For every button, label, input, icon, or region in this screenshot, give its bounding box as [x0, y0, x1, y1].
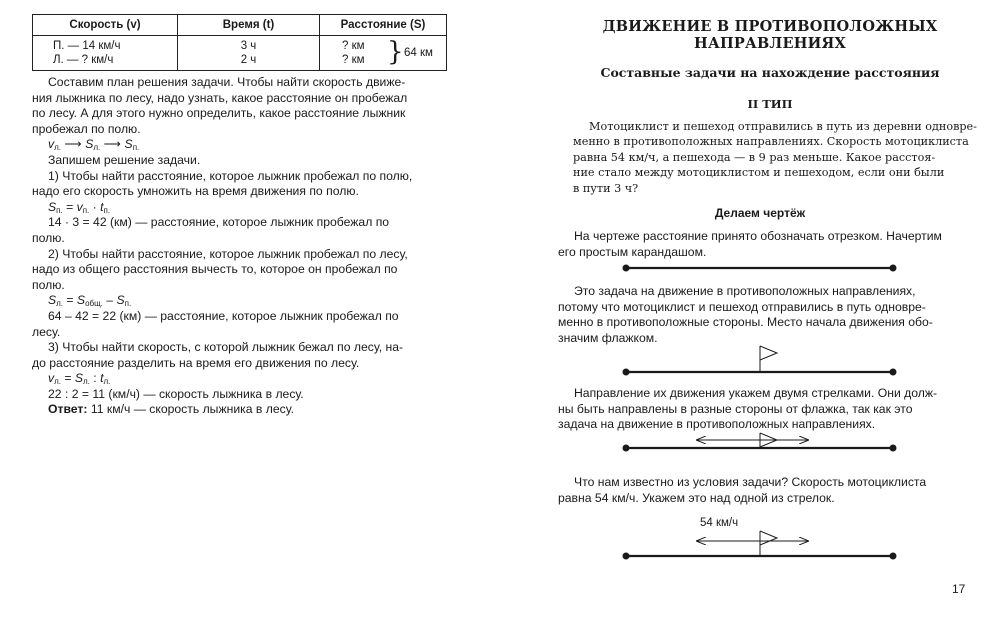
flag-icon — [760, 346, 777, 372]
text-line: Запишем решение задачи. — [48, 152, 201, 167]
segment-diagram-2 — [623, 346, 897, 376]
paragraph-3: Направление их движения укажем двумя стрелками. Они долж- ны быть направлены в разные стороны от флажка, так как это задача на движение в противоположных направлениях. — [558, 386, 938, 432]
speed-skier: Л. — ? км/ч — [53, 54, 114, 66]
text-line: лесу. — [32, 324, 61, 339]
dist-forest: ? км — [342, 54, 365, 66]
text-line: 64 – 42 = 22 (км) — расстояние, которое лыжник пробежал по — [48, 308, 399, 323]
brace-icon: } — [387, 37, 404, 67]
section-subtitle: Составные задачи на нахождение расстояния — [600, 65, 940, 80]
header-time: Время (t) — [178, 15, 320, 36]
text-line: 1) Чтобы найти расстояние, которое лыжник пробежал по полю, — [48, 168, 413, 183]
answer-label: Ответ: — [48, 402, 88, 417]
segment-diagram-3 — [623, 433, 897, 452]
page-number: 17 — [952, 582, 966, 596]
text-line: до расстояние разделить на время его движения по лесу. — [32, 355, 360, 370]
text-line: пробежал по полю. — [32, 121, 141, 136]
text-line: надо его скорость умножить на время движения по полю. — [32, 184, 359, 199]
formula-1: $S_{п.} = v_{п.} \cdot t_{п.}$ — [48, 199, 111, 215]
page-title: ДВИЖЕНИЕ В ПРОТИВОПОЛОЖНЫХ НАПРАВЛЕНИЯХ — [602, 18, 938, 52]
text-line: полю. — [32, 277, 65, 292]
text-line: 14 · 3 = 42 (км) — расстояние, которое лыжник пробежал по — [48, 215, 390, 230]
segment-diagram-1 — [623, 265, 897, 272]
text-line: Составим план решения задачи. Чтобы найти скорость движе- — [48, 75, 406, 89]
formula-3: $v_{л.} = S_{л.}$ : $t_{л.}$ — [48, 371, 111, 387]
arrow-icon: ⟶ — [64, 137, 82, 152]
type-heading: II ТИП — [747, 97, 793, 111]
dist-field: ? км — [342, 40, 365, 52]
text-line: по лесу. А для этого нужно определить, какое расстояние лыжник — [32, 106, 406, 121]
speed-label: 54 км/ч — [700, 517, 739, 529]
segment-diagram-4 — [623, 531, 897, 560]
total-distance: 64 км — [404, 47, 433, 59]
time-forest: 2 ч — [240, 54, 257, 66]
text-line: 22 : 2 = 11 (км/ч) — скорость лыжника в лесу. — [48, 386, 304, 401]
time-field: 3 ч — [240, 40, 257, 52]
text-line: ния лыжника по лесу, надо узнать, какое расстояние он пробежал — [32, 90, 408, 105]
text-line: полю. — [32, 230, 65, 245]
text-line: 3) Чтобы найти скорость, с которой лыжник бежал по лесу, на- — [48, 340, 404, 355]
arrow-icon: ⟶ — [103, 137, 122, 152]
formula-2: $S_{л.} = S_{общ.} - S_{п.}$ — [48, 293, 132, 309]
speed-pedestrian: П. — 14 км/ч — [53, 40, 121, 52]
paragraph-4: Что нам известно из условия задачи? Скорость мотоциклиста равна 54 км/ч. Укажем это над одной из стрелок. — [558, 475, 927, 505]
flag-icon — [760, 531, 777, 556]
header-distance: Расстояние (S) — [320, 15, 447, 36]
text-line: 2) Чтобы найти расстояние, которое лыжник пробежал по лесу, — [48, 246, 408, 261]
answer-text: 11 км/ч — скорость лыжника в лесу. — [87, 402, 295, 417]
drawing-heading: Делаем чертёж — [714, 206, 806, 220]
header-speed: Скорость (v) — [33, 15, 178, 36]
paragraph-1: На чертеже расстояние принято обозначать отрезком. Начертим его простым карандашом. — [558, 229, 942, 259]
problem-text: Мотоциклист и пешеход отправились в путь из деревни одновре- менно в противоположных направлениях. Скорость мотоциклиста равна 54 км/ч, а пешехода — в 9 раз меньше. Какое расстоя- ние стало между мотоциклистом и пешеходом, если они были в пути 3 ч? — [573, 120, 977, 195]
plan-formula: $v_{л.}$ ⟶ $S_{л.}$ ⟶ $S_{п.}$ — [48, 137, 140, 153]
paragraph-2: Это задача на движение в противоположных направлениях, потому что мотоциклист и пешеход отправились в путь одновре- менно в противоположные стороны. Место начала движения обо- значим флажком. — [558, 284, 933, 345]
text-line: надо из общего расстояния вычесть то, которое он пробежал по — [32, 262, 398, 277]
